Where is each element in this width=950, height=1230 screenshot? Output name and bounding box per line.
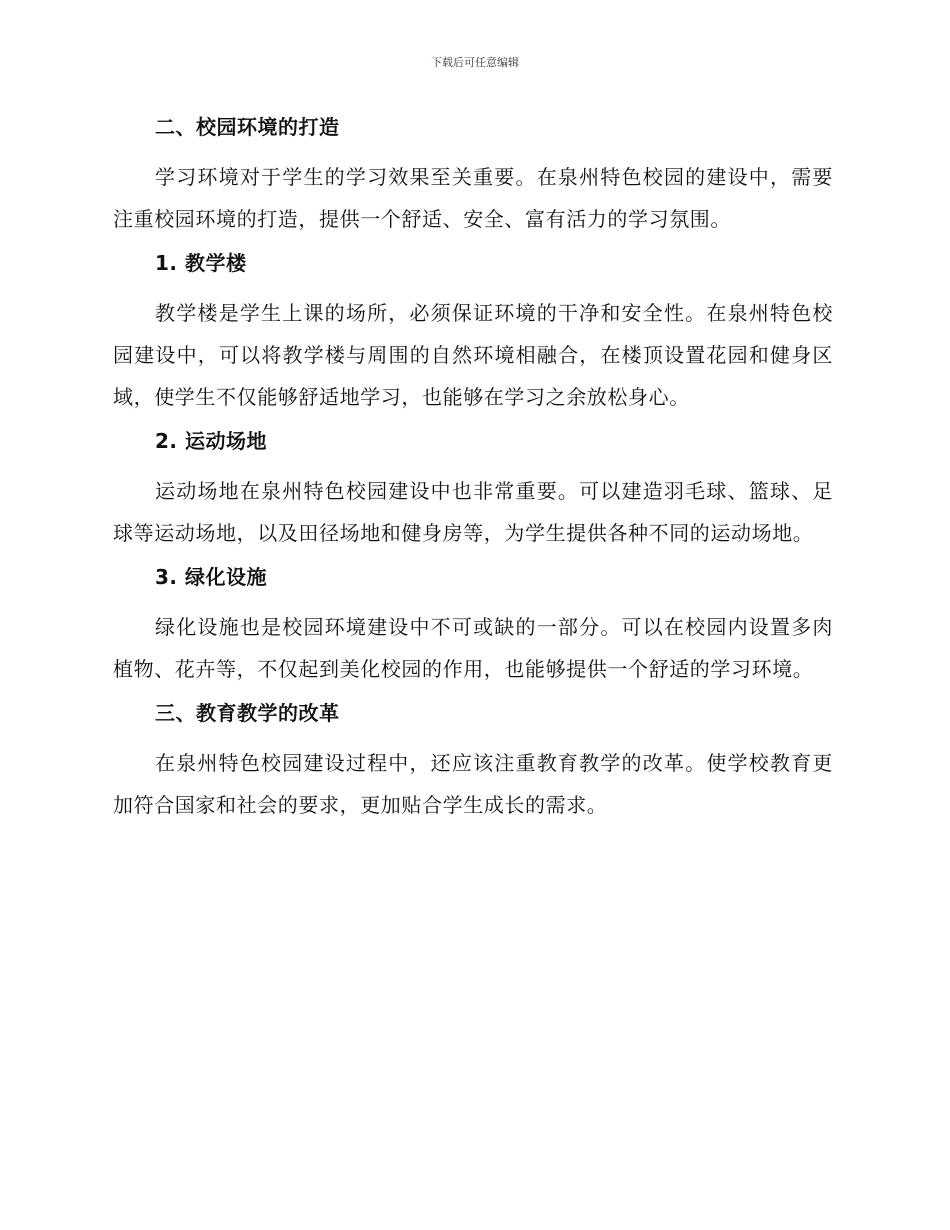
section-heading-campus-environment: 二、校园环境的打造	[155, 115, 340, 139]
paragraph-education-reform: 在泉州特色校园建设过程中，还应该注重教育教学的改革。使学校教育更加符合国家和社会的要求，更加贴合学生成长的需求。	[113, 751, 833, 817]
document-body	[113, 112, 833, 834]
section-heading-education-reform: 三、教育教学的改革	[155, 701, 340, 725]
header-note: 下载后可任意编辑	[431, 56, 519, 69]
subheading-greening-facilities: 3. 绿化设施	[155, 565, 267, 589]
subheading-teaching-building: 1. 教学楼	[155, 251, 247, 275]
paragraph-teaching-building: 教学楼是学生上课的场所，必须保证环境的干净和安全性。在泉州特色校园建设中，可以将教学楼与周围的自然环境相融合，在楼顶设置花园和健身区域，使学生不仅能够舒适地学习，也能够在学习之余放松身心。	[113, 301, 833, 409]
paragraph-sports-grounds: 运动场地在泉州特色校园建设中也非常重要。可以建造羽毛球、篮球、足球等运动场地，以及田径场地和健身房等，为学生提供各种不同的运动场地。	[113, 479, 833, 545]
paragraph-greening-facilities: 绿化设施也是校园环境建设中不可或缺的一部分。可以在校园内设置多肉植物、花卉等，不仅起到美化校园的作用，也能够提供一个舒适的学习环境。	[113, 615, 833, 681]
paragraph-campus-environment-intro: 学习环境对于学生的学习效果至关重要。在泉州特色校园的建设中，需要注重校园环境的打造，提供一个舒适、安全、富有活力的学习氛围。	[113, 165, 833, 231]
subheading-sports-grounds: 2. 运动场地	[155, 429, 267, 453]
